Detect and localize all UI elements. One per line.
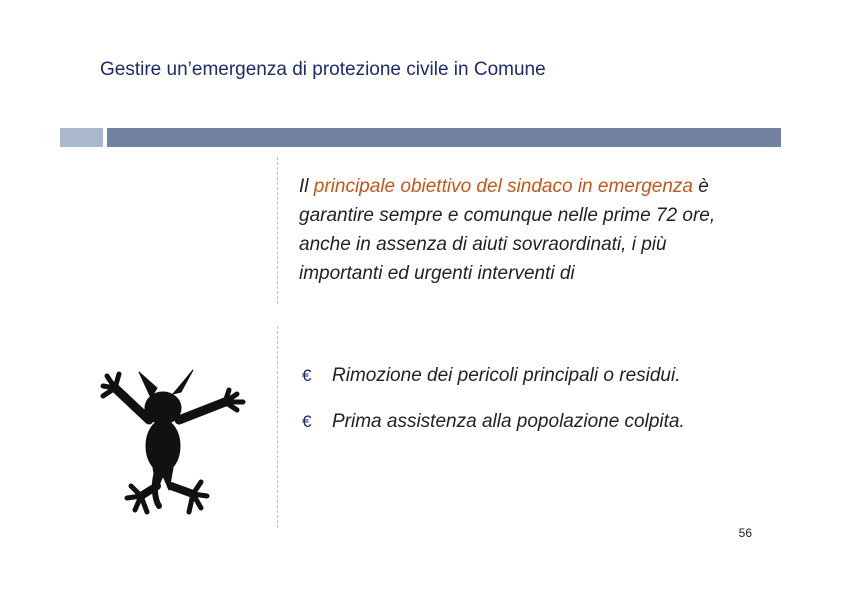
coyote-figure-icon	[97, 368, 252, 523]
slide-title: Gestire un’emergenza di protezione civile in Comune	[100, 59, 546, 80]
header-bar-main	[107, 128, 781, 147]
bullet-item	[299, 407, 729, 436]
page-number: 56	[738, 526, 752, 540]
bullet-text: Prima assistenza alla popolazione colpita.	[332, 411, 685, 432]
intro-paragraph	[299, 172, 729, 288]
intro-highlight-1: principale obiettivo del sindaco in	[313, 176, 593, 197]
divider-dashed-top	[277, 157, 278, 304]
bullet-text: Rimozione dei pericoli principali o residui.	[332, 365, 681, 386]
bullet-marker: €	[302, 412, 312, 431]
bullet-item	[299, 361, 729, 390]
intro-highlight-2: emergenza	[597, 176, 693, 197]
header-bar-small	[60, 128, 103, 147]
bullet-list	[299, 361, 729, 453]
bullet-marker: €	[302, 366, 312, 385]
intro-rest: è garantire sempre e comunque nelle prime 72 ore, anche in assenza di aiuti sovraordinati, i più importanti ed urgenti interventi di	[299, 176, 716, 284]
intro-prefix: Il	[299, 176, 314, 197]
divider-dashed-bottom	[277, 326, 278, 528]
